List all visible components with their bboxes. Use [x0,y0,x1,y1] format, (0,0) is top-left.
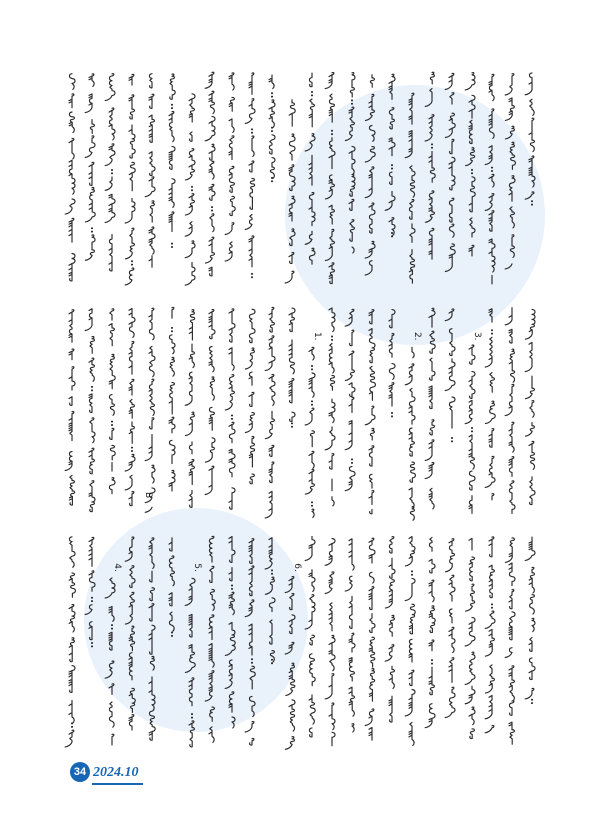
text-column-middle-21 [465,345,475,513]
punctuation-dots [411,570,413,572]
punctuation-dots [251,662,253,664]
text-column-bottom-14 [325,539,335,746]
inline-latin-token: B [143,492,153,499]
punctuation-dots [391,235,393,237]
watermark-circle [285,85,545,345]
punctuation-dots [91,645,93,647]
punctuation-dots [271,573,273,575]
text-column-middle-4 [125,309,135,506]
list-item-number: 4. [112,563,122,572]
text-column-middle-1 [65,310,75,505]
text-column-bottom-1 [65,537,75,747]
watermark-circle [84,508,308,732]
text-column-middle-14 [325,308,335,506]
punctuation-dots [111,421,113,423]
punctuation-dots [271,659,273,661]
text-column-top-4 [125,74,135,285]
punctuation-dots [271,569,273,571]
text-column-middle-3 [109,309,115,494]
text-column-middle-5 [145,308,155,512]
punctuation-dots [171,632,173,634]
punctuation-dots [111,172,113,174]
punctuation-dots [171,330,173,332]
punctuation-dots [271,662,273,664]
text-column-bottom-19 [425,537,435,727]
text-column-middle-16 [365,310,375,514]
punctuation-dots [271,130,273,132]
punctuation-dots [91,386,93,388]
list-item-number: 6. [292,563,302,572]
punctuation-dots [331,336,333,338]
text-column-middle-15 [345,309,355,490]
punctuation-dots [351,462,353,464]
punctuation-dots [191,189,193,191]
page-number: 34 [73,766,87,778]
punctuation-dots [331,130,333,132]
punctuation-dots [231,588,233,590]
punctuation-dots [331,339,333,341]
issue-date: 2024.10 [92,765,143,785]
punctuation-dots [431,143,433,145]
list-item-number: 3. [472,331,482,341]
punctuation-dots [171,243,173,245]
text-column-middle-13 [305,347,315,517]
text-column-bottom-16 [365,538,375,740]
punctuation-dots [171,327,173,329]
text-column-top-11 [269,75,275,179]
punctuation-dots [391,167,393,169]
punctuation-dots [171,107,173,109]
punctuation-dots [491,333,493,335]
text-column-bottom-21 [465,538,475,738]
punctuation-dots [231,418,233,420]
punctuation-dots [231,585,233,587]
punctuation-dots [211,209,213,211]
punctuation-dots [431,659,433,661]
text-column-top-5 [145,74,155,268]
punctuation-dots [531,699,533,701]
punctuation-dots [251,132,253,134]
text-column-middle-12 [289,308,295,421]
punctuation-dots [231,414,233,416]
punctuation-dots [491,170,493,172]
text-column-bottom-17 [385,537,395,722]
punctuation-dots [191,717,193,719]
punctuation-dots [251,658,253,660]
text-column-bottom-20 [445,539,455,718]
punctuation-dots [111,624,113,626]
text-column-middle-7 [185,310,194,508]
punctuation-dots [491,603,493,605]
punctuation-dots [411,574,413,576]
text-column-middle-11 [265,307,275,518]
punctuation-dots [311,404,313,406]
punctuation-dots [251,128,253,130]
list-item-number: 1. [312,331,322,341]
list-item-number: 2. [412,331,422,341]
text-column-middle-6 [169,307,175,491]
punctuation-dots [531,204,533,206]
page-number-badge [70,762,90,782]
punctuation-dots [91,389,93,391]
punctuation-dots [431,663,433,665]
text-column-middle-23 [505,308,515,514]
punctuation-dots [91,227,93,229]
punctuation-dots [251,276,253,278]
punctuation-dots [331,133,333,135]
punctuation-dots [471,169,473,171]
punctuation-dots [491,607,493,609]
text-column-middle-8 [205,309,215,494]
punctuation-dots [391,232,393,234]
punctuation-dots [491,329,493,331]
punctuation-dots [391,412,393,414]
punctuation-dots [471,172,473,174]
punctuation-dots [311,505,313,507]
punctuation-dots [471,430,473,432]
punctuation-dots [391,415,393,417]
punctuation-dots [131,447,133,449]
punctuation-dots [291,422,293,424]
text-column-top-6 [169,74,175,232]
punctuation-dots [271,180,273,182]
text-column-top-7 [185,94,195,285]
punctuation-dots [271,127,273,129]
punctuation-dots [311,91,313,93]
text-column-top-8 [205,72,215,276]
punctuation-dots [271,96,273,98]
text-column-bottom-24 [525,537,535,699]
punctuation-dots [171,635,173,637]
punctuation-dots [131,260,133,262]
punctuation-dots [171,104,173,106]
punctuation-dots [451,437,453,439]
punctuation-dots [71,726,73,728]
punctuation-dots [251,273,253,275]
text-column-top-2 [85,74,95,261]
punctuation-dots [191,186,193,188]
punctuation-dots [91,642,93,644]
punctuation-dots [311,94,313,96]
punctuation-dots [351,99,353,101]
punctuation-dots [471,427,473,429]
text-column-middle-22 [485,309,495,500]
punctuation-dots [271,177,273,179]
punctuation-dots [91,600,93,602]
punctuation-dots [431,147,433,149]
punctuation-dots [311,400,313,402]
text-column-middle-2 [85,309,95,512]
punctuation-dots [71,722,73,724]
text-column-middle-9 [225,309,235,509]
text-column-bottom-15 [345,539,355,732]
punctuation-dots [131,450,133,452]
punctuation-dots [191,713,193,715]
punctuation-dots [171,246,173,248]
text-column-top-1 [65,74,75,281]
punctuation-dots [311,368,313,370]
punctuation-dots [391,164,393,166]
punctuation-dots [211,206,213,208]
punctuation-dots [451,440,453,442]
punctuation-dots [111,169,113,171]
punctuation-dots [491,167,493,169]
text-column-bottom-22 [485,537,495,733]
punctuation-dots [311,501,313,503]
text-column-bottom-18 [405,537,415,746]
punctuation-dots [131,264,133,266]
text-column-bottom-23 [505,538,515,744]
text-column-top-9 [225,73,235,261]
punctuation-dots [531,702,533,704]
punctuation-dots [291,426,293,428]
punctuation-dots [531,200,533,202]
punctuation-dots [91,597,93,599]
punctuation-dots [351,103,353,105]
text-column-top-10 [245,73,255,267]
text-column-middle-18 [405,347,415,520]
punctuation-dots [311,365,313,367]
text-column-top-3 [105,74,115,271]
text-column-middle-24 [525,309,535,504]
punctuation-dots [111,628,113,630]
punctuation-dots [111,424,113,426]
text-column-middle-10 [245,309,255,484]
list-item-number: 5. [192,563,202,572]
punctuation-dots [271,92,273,94]
punctuation-dots [351,458,353,460]
punctuation-dots [91,231,93,233]
